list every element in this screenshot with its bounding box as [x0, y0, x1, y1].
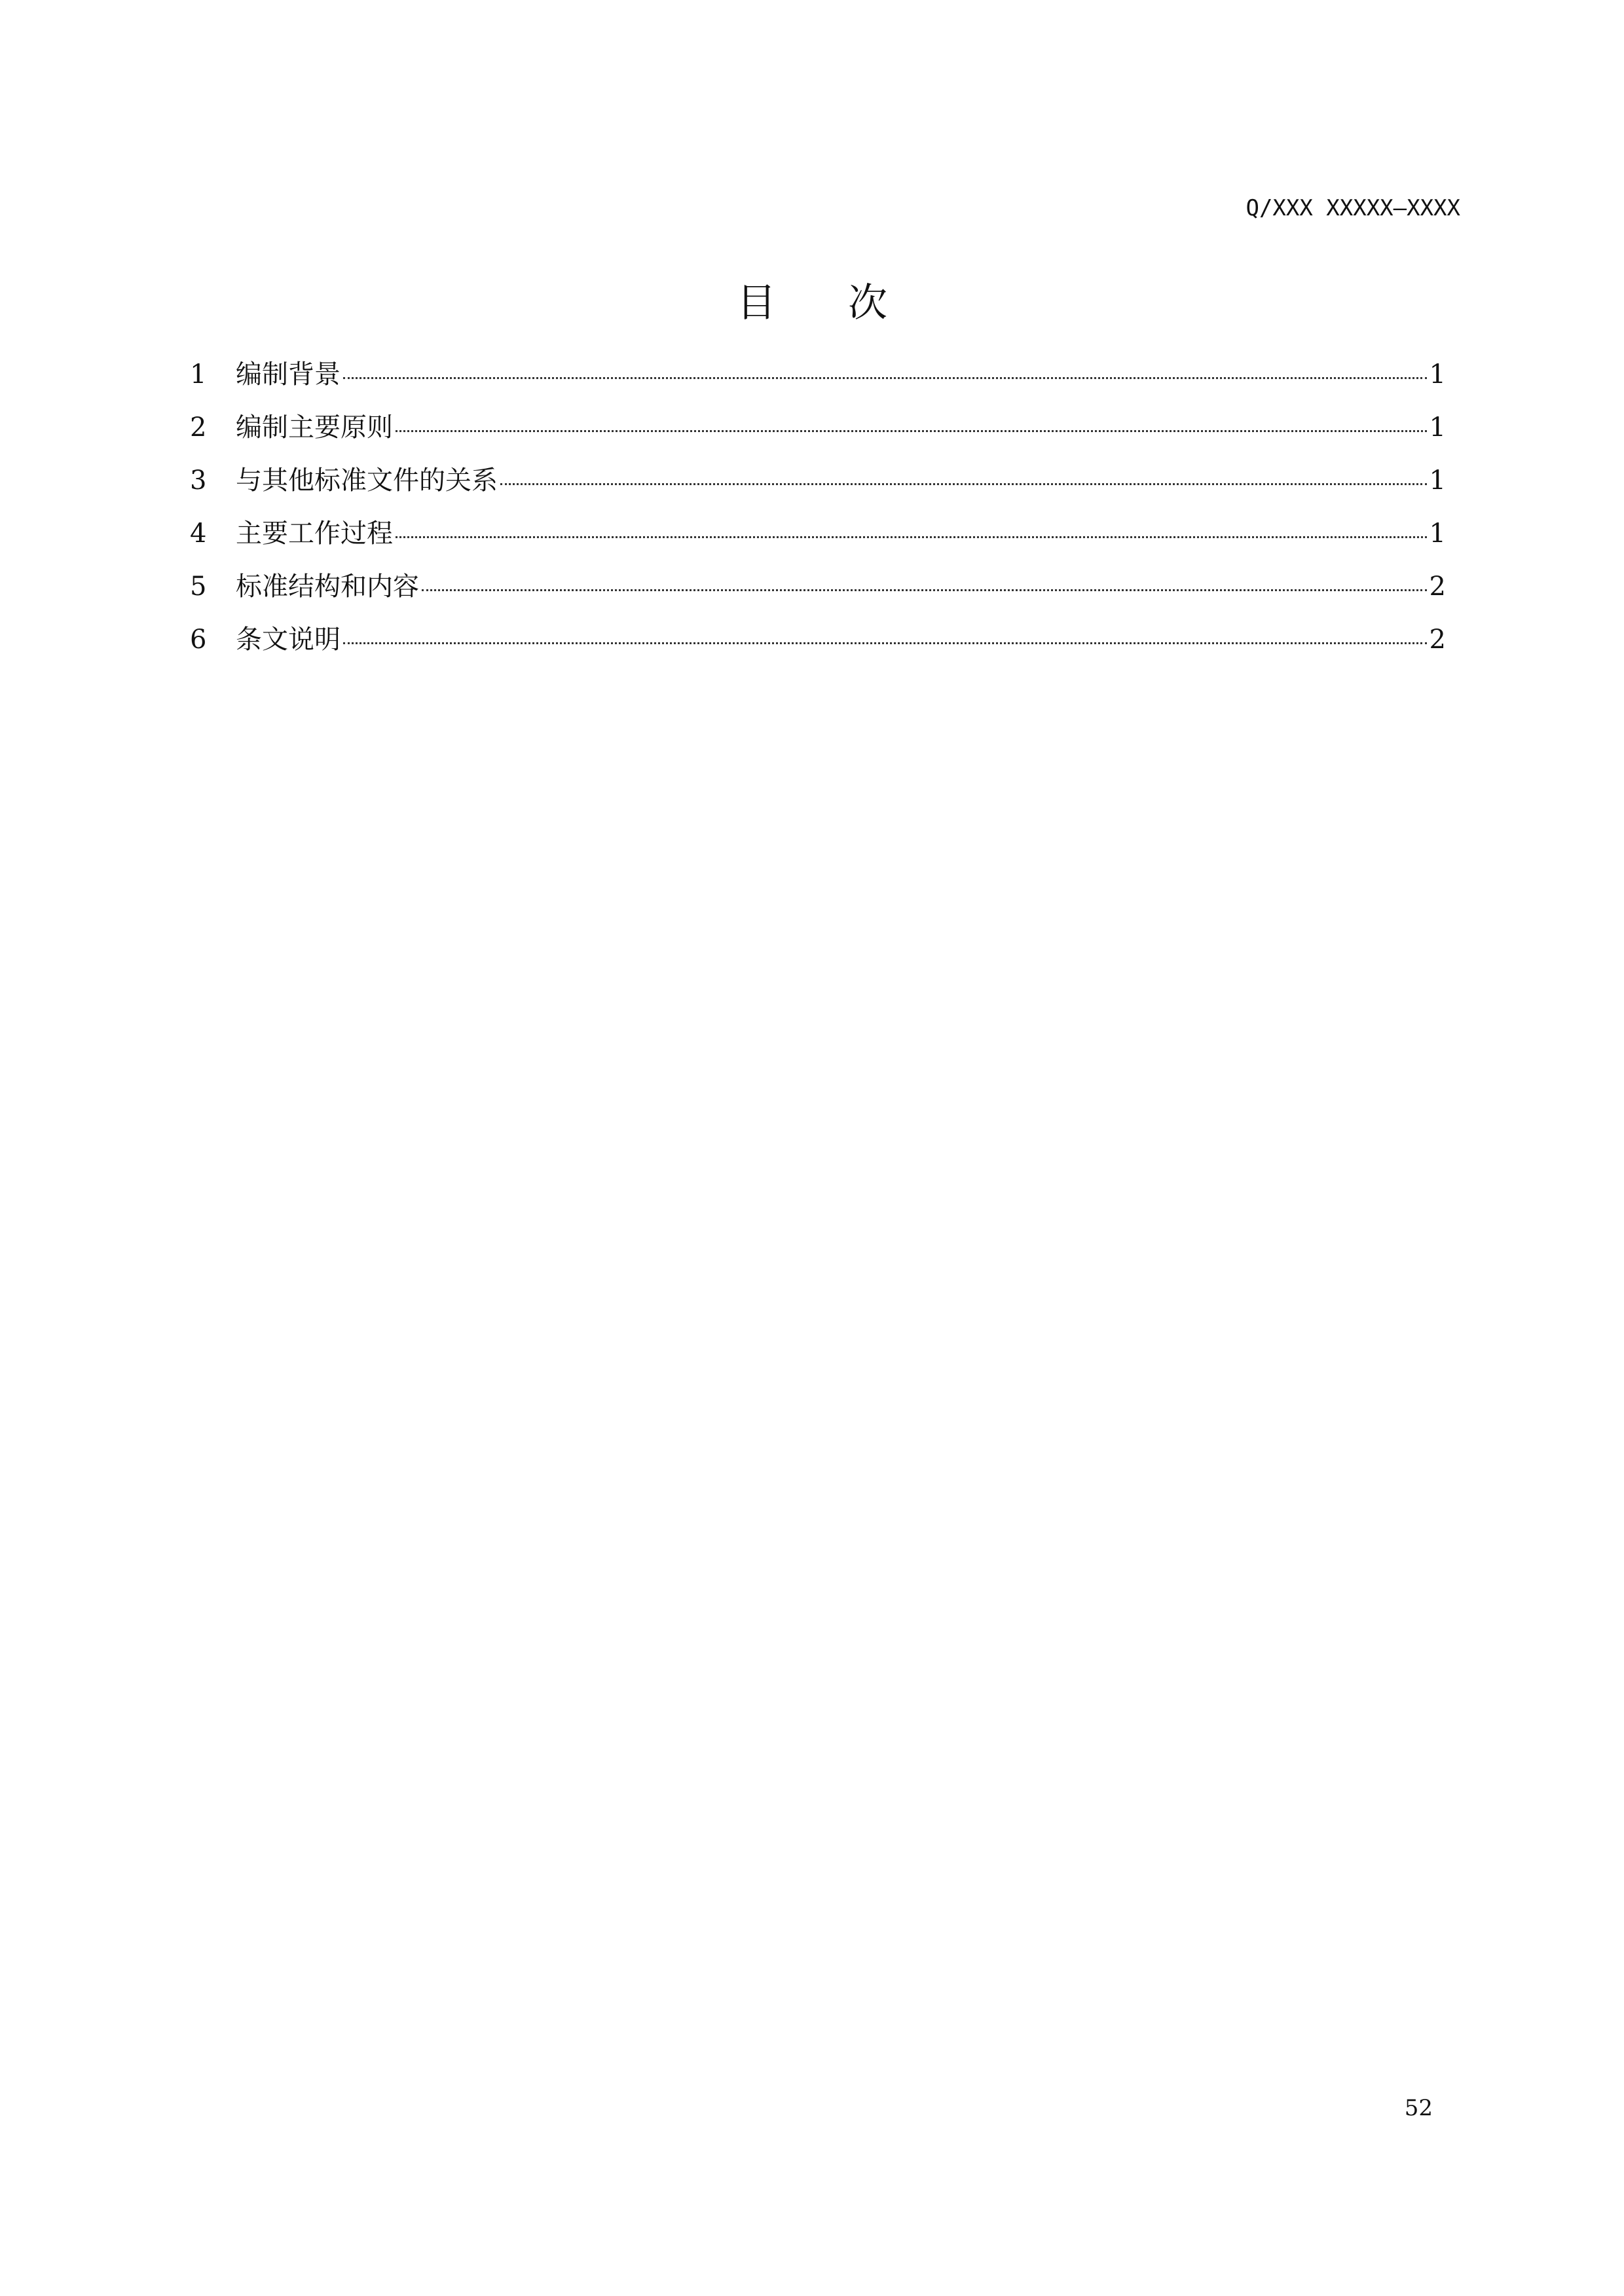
toc-dot-leader	[343, 377, 1427, 379]
toc-entry-label[interactable]: 编制背景	[236, 359, 341, 390]
toc-entry[interactable]	[190, 619, 1446, 672]
toc-dot-leader	[396, 430, 1427, 432]
table-of-contents	[190, 354, 1446, 672]
toc-dot-leader	[422, 589, 1427, 591]
toc-entry-page: 1	[1429, 412, 1446, 443]
toc-entry-number: 4	[190, 519, 207, 549]
toc-entry-page: 2	[1429, 572, 1446, 602]
toc-entry-page: 1	[1429, 519, 1446, 549]
toc-entry-number: 1	[190, 359, 207, 390]
page-number: 52	[1404, 2095, 1433, 2121]
toc-entry-number: 2	[190, 412, 207, 443]
toc-entry[interactable]	[190, 513, 1446, 566]
toc-entry-label[interactable]: 标准结构和内容	[236, 572, 419, 602]
toc-dot-leader	[343, 642, 1427, 644]
toc-entry-label[interactable]: 条文说明	[236, 625, 341, 655]
toc-entry[interactable]	[190, 460, 1446, 513]
toc-entry-page: 1	[1429, 359, 1446, 390]
toc-entry-label[interactable]: 编制主要原则	[236, 412, 393, 443]
toc-entry-label[interactable]: 与其他标准文件的关系	[236, 465, 498, 496]
toc-title: 目次	[737, 280, 959, 326]
toc-entry[interactable]	[190, 407, 1446, 460]
toc-entry[interactable]	[190, 354, 1446, 407]
toc-dot-leader	[396, 536, 1427, 538]
document-code: Q/XXX XXXXX—XXXX	[1246, 195, 1460, 221]
toc-entry-label[interactable]: 主要工作过程	[236, 519, 393, 549]
toc-entry-number: 5	[190, 572, 207, 602]
toc-entry-page: 1	[1429, 465, 1446, 496]
toc-entry-number: 3	[190, 465, 207, 496]
toc-entry-number: 6	[190, 625, 207, 655]
toc-dot-leader	[500, 483, 1427, 485]
toc-entry[interactable]	[190, 566, 1446, 619]
toc-entry-page: 2	[1429, 625, 1446, 655]
